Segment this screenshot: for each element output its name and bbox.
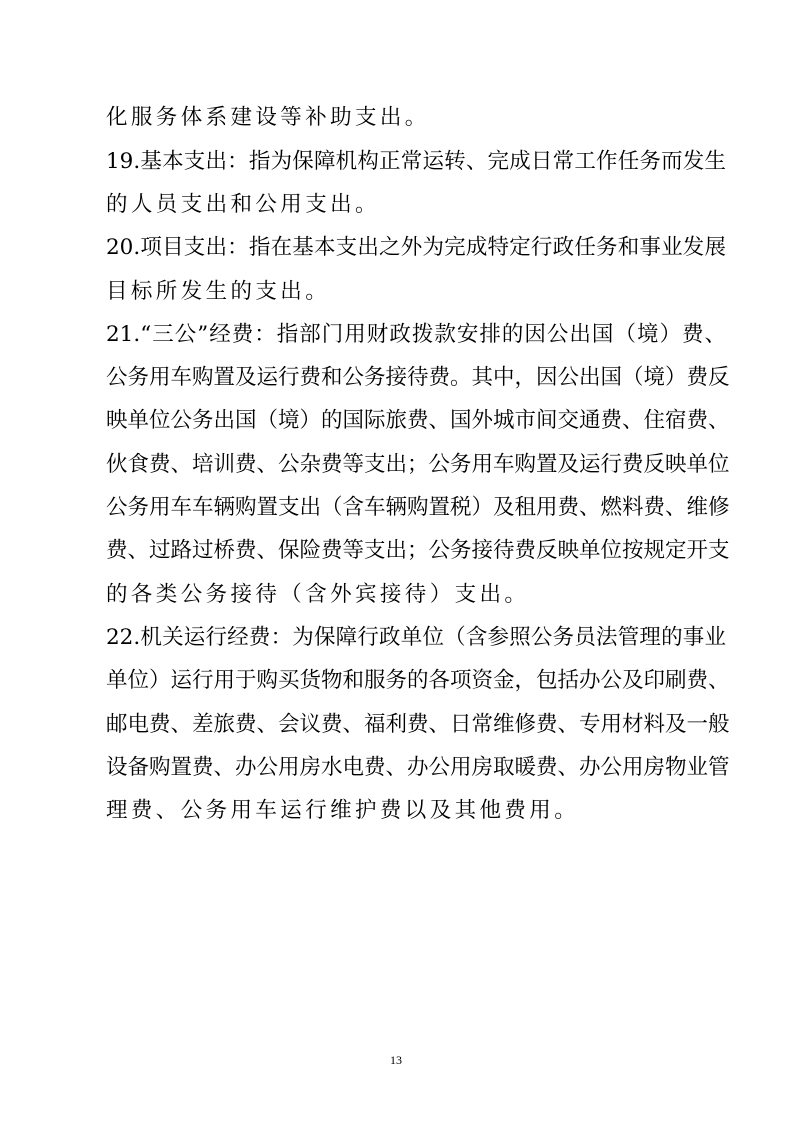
text-line: 目标所发生的支出。 xyxy=(106,279,331,304)
text-line: 20.项目支出：指在基本支出之外为完成特定行政任务和事业发展 xyxy=(106,235,726,260)
text-line: 22.机关运行经费：为保障行政单位（含参照公务员法管理的事业 xyxy=(106,625,726,650)
text-line: 邮电费、差旅费、会议费、福利费、日常维修费、专用材料及一般 xyxy=(106,712,730,737)
text-line: 伙食费、培训费、公杂费等支出；公务用车购置及运行费反映单位 xyxy=(106,452,730,477)
text-line: 映单位公务出国（境）的国际旅费、国外城市间交通费、住宿费、 xyxy=(106,408,730,433)
text-line: 理费、公务用车运行维护费以及其他费用。 xyxy=(106,798,580,823)
text-line: 公务用车购置及运行费和公务接待费。其中，因公出国（境）费反 xyxy=(106,365,730,390)
text-line: 公务用车车辆购置支出（含车辆购置税）及租用费、燃料费、维修 xyxy=(106,495,730,520)
text-line: 费、过路过桥费、保险费等支出；公务接待费反映单位按规定开支 xyxy=(106,538,730,563)
page-number: 13 xyxy=(390,1053,402,1067)
text-line: 单位）运行用于购买货物和服务的各项资金，包括办公及印刷费、 xyxy=(106,668,730,693)
text-line: 的人员支出和公用支出。 xyxy=(106,192,380,217)
text-line: 19.基本支出：指为保障机构正常运转、完成日常工作任务而发生 xyxy=(106,149,726,174)
text-line: 设备购置费、办公用房水电费、办公用房取暖费、办公用房物业管 xyxy=(106,755,730,780)
text-line: 化服务体系建设等补助支出。 xyxy=(106,105,430,130)
text-line: 的各类公务接待（含外宾接待）支出。 xyxy=(106,582,530,607)
text-line: 21.“三公”经费：指部门用财政拨款安排的因公出国（境）费、 xyxy=(106,322,726,347)
